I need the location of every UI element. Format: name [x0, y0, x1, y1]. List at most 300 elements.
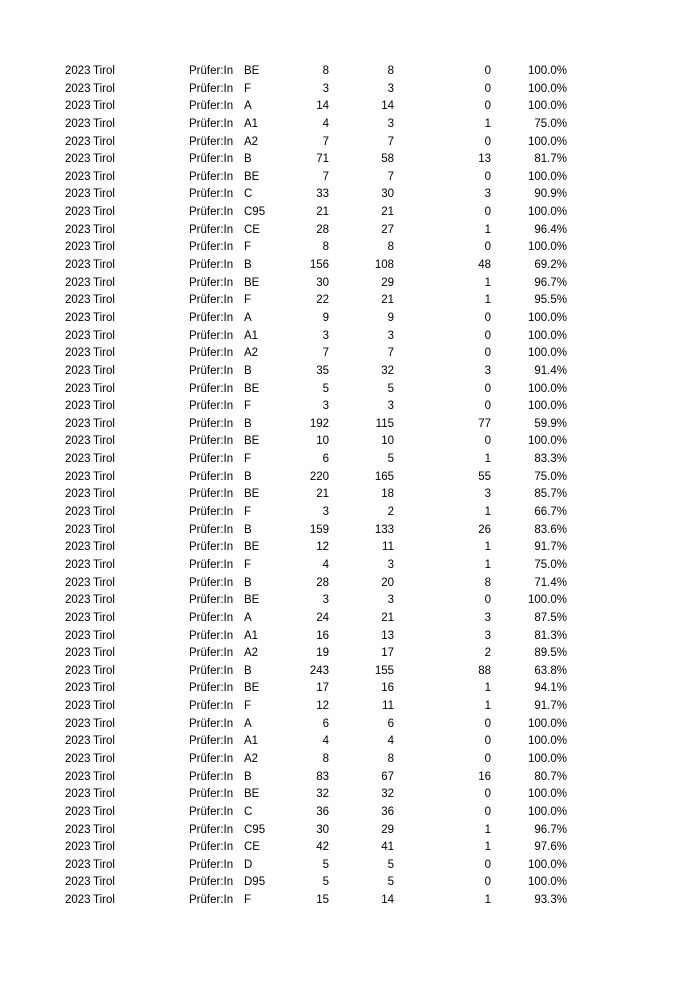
total-cell: 10 — [316, 435, 329, 448]
rate-cell: 100.0% — [527, 206, 567, 219]
passed-cell: 7 — [387, 135, 394, 148]
passed-cell: 10 — [381, 435, 394, 448]
total-cell: 22 — [316, 294, 329, 307]
role-cell: Prüfer:In — [189, 858, 234, 871]
year-cell: 2023 — [65, 65, 91, 77]
table-row — [0, 504, 700, 522]
passed-cell: 20 — [381, 576, 394, 589]
rate-cell: 80.7% — [534, 770, 567, 783]
total-cell: 6 — [322, 717, 329, 730]
class-cell: CE — [244, 223, 260, 236]
region-cell: Tirol — [93, 700, 115, 713]
role-cell: Prüfer:In — [189, 135, 234, 148]
rate-cell: 90.9% — [534, 188, 567, 201]
region-cell: Tirol — [93, 858, 115, 871]
failed-cell: 0 — [484, 858, 491, 871]
total-cell: 19 — [316, 647, 329, 660]
rate-cell: 100.0% — [527, 382, 567, 395]
class-cell: BE — [244, 488, 260, 501]
passed-cell: 3 — [387, 558, 394, 571]
region-cell: Tirol — [93, 488, 115, 501]
class-cell: A — [244, 311, 252, 324]
class-cell: C — [244, 805, 253, 818]
year-cell: 2023 — [65, 700, 91, 713]
rate-cell: 100.0% — [527, 329, 567, 342]
failed-cell: 1 — [484, 541, 491, 554]
passed-cell: 36 — [381, 805, 394, 818]
rate-cell: 81.7% — [534, 153, 567, 166]
total-cell: 8 — [322, 752, 329, 765]
region-cell: Tirol — [93, 100, 115, 113]
failed-cell: 1 — [484, 506, 491, 519]
rate-cell: 100.0% — [527, 170, 567, 183]
total-cell: 3 — [322, 506, 329, 519]
total-cell: 7 — [322, 135, 329, 148]
role-cell: Prüfer:In — [189, 752, 234, 765]
total-cell: 243 — [309, 664, 329, 677]
region-cell: Tirol — [93, 805, 115, 818]
region-cell: Tirol — [93, 294, 115, 307]
class-cell: F — [244, 453, 252, 466]
year-cell: 2023 — [65, 276, 91, 289]
role-cell: Prüfer:In — [189, 805, 234, 818]
year-cell: 2023 — [65, 347, 91, 360]
class-cell: B — [244, 664, 252, 677]
rate-cell: 75.0% — [534, 558, 567, 571]
table-row — [0, 239, 700, 257]
year-cell: 2023 — [65, 135, 91, 148]
region-cell: Tirol — [93, 788, 115, 801]
total-cell: 15 — [316, 894, 329, 907]
role-cell: Prüfer:In — [189, 664, 234, 677]
table-row — [0, 610, 700, 628]
rate-cell: 75.0% — [534, 117, 567, 130]
passed-cell: 3 — [387, 329, 394, 342]
region-cell: Tirol — [93, 170, 115, 183]
data-table — [0, 63, 700, 910]
rate-cell: 100.0% — [527, 135, 567, 148]
passed-cell: 8 — [387, 241, 394, 254]
year-cell: 2023 — [65, 664, 91, 677]
region-cell: Tirol — [93, 259, 115, 272]
year-cell: 2023 — [65, 206, 91, 219]
passed-cell: 5 — [387, 382, 394, 395]
table-row — [0, 469, 700, 487]
role-cell: Prüfer:In — [189, 206, 234, 219]
failed-cell: 77 — [478, 417, 491, 430]
region-cell: Tirol — [93, 135, 115, 148]
region-cell: Tirol — [93, 506, 115, 519]
region-cell: Tirol — [93, 594, 115, 607]
total-cell: 156 — [309, 259, 329, 272]
year-cell: 2023 — [65, 841, 91, 854]
passed-cell: 108 — [374, 259, 394, 272]
total-cell: 33 — [316, 188, 329, 201]
failed-cell: 0 — [484, 876, 491, 889]
total-cell: 16 — [316, 629, 329, 642]
total-cell: 24 — [316, 611, 329, 624]
total-cell: 4 — [322, 558, 329, 571]
total-cell: 14 — [316, 100, 329, 113]
total-cell: 83 — [316, 770, 329, 783]
year-cell: 2023 — [65, 770, 91, 783]
region-cell: Tirol — [93, 382, 115, 395]
region-cell: Tirol — [93, 682, 115, 695]
role-cell: Prüfer:In — [189, 100, 234, 113]
passed-cell: 4 — [387, 735, 394, 748]
passed-cell: 17 — [381, 647, 394, 660]
class-cell: A1 — [244, 629, 259, 642]
year-cell: 2023 — [65, 329, 91, 342]
rate-cell: 100.0% — [527, 788, 567, 801]
region-cell: Tirol — [93, 735, 115, 748]
table-row — [0, 786, 700, 804]
rate-cell: 100.0% — [527, 435, 567, 448]
region-cell: Tirol — [93, 876, 115, 889]
role-cell: Prüfer:In — [189, 541, 234, 554]
rate-cell: 100.0% — [527, 752, 567, 765]
class-cell: F — [244, 294, 252, 307]
role-cell: Prüfer:In — [189, 894, 234, 907]
table-row — [0, 292, 700, 310]
table-row — [0, 310, 700, 328]
region-cell: Tirol — [93, 241, 115, 254]
region-cell: Tirol — [93, 770, 115, 783]
role-cell: Prüfer:In — [189, 629, 234, 642]
role-cell: Prüfer:In — [189, 417, 234, 430]
total-cell: 28 — [316, 223, 329, 236]
passed-cell: 32 — [381, 788, 394, 801]
rate-cell: 100.0% — [527, 347, 567, 360]
passed-cell: 133 — [374, 523, 394, 536]
rate-cell: 93.3% — [534, 894, 567, 907]
failed-cell: 0 — [484, 805, 491, 818]
role-cell: Prüfer:In — [189, 259, 234, 272]
role-cell: Prüfer:In — [189, 770, 234, 783]
passed-cell: 5 — [387, 453, 394, 466]
total-cell: 7 — [322, 170, 329, 183]
total-cell: 4 — [322, 735, 329, 748]
total-cell: 28 — [316, 576, 329, 589]
passed-cell: 2 — [387, 506, 394, 519]
rate-cell: 100.0% — [527, 82, 567, 95]
role-cell: Prüfer:In — [189, 400, 234, 413]
region-cell: Tirol — [93, 276, 115, 289]
table-row — [0, 151, 700, 169]
rate-cell: 100.0% — [527, 805, 567, 818]
year-cell: 2023 — [65, 117, 91, 130]
rate-cell: 100.0% — [527, 241, 567, 254]
total-cell: 220 — [309, 470, 329, 483]
year-cell: 2023 — [65, 453, 91, 466]
total-cell: 159 — [309, 523, 329, 536]
year-cell: 2023 — [65, 788, 91, 801]
failed-cell: 1 — [484, 558, 491, 571]
region-cell: Tirol — [93, 153, 115, 166]
table-row — [0, 63, 700, 81]
passed-cell: 165 — [374, 470, 394, 483]
rate-cell: 83.3% — [534, 453, 567, 466]
role-cell: Prüfer:In — [189, 841, 234, 854]
class-cell: BE — [244, 435, 260, 448]
year-cell: 2023 — [65, 241, 91, 254]
table-row — [0, 328, 700, 346]
rate-cell: 96.7% — [534, 823, 567, 836]
region-cell: Tirol — [93, 841, 115, 854]
table-row — [0, 363, 700, 381]
table-row — [0, 874, 700, 892]
year-cell: 2023 — [65, 170, 91, 183]
failed-cell: 1 — [484, 682, 491, 695]
rate-cell: 96.4% — [534, 223, 567, 236]
table-row — [0, 575, 700, 593]
total-cell: 4 — [322, 117, 329, 130]
total-cell: 9 — [322, 311, 329, 324]
class-cell: C95 — [244, 823, 266, 836]
table-row — [0, 892, 700, 910]
total-cell: 21 — [316, 206, 329, 219]
role-cell: Prüfer:In — [189, 65, 234, 77]
region-cell: Tirol — [93, 823, 115, 836]
region-cell: Tirol — [93, 470, 115, 483]
passed-cell: 67 — [381, 770, 394, 783]
passed-cell: 7 — [387, 170, 394, 183]
class-cell: A2 — [244, 135, 259, 148]
failed-cell: 3 — [484, 488, 491, 501]
rate-cell: 59.9% — [534, 417, 567, 430]
failed-cell: 0 — [484, 329, 491, 342]
class-cell: A1 — [244, 329, 259, 342]
year-cell: 2023 — [65, 752, 91, 765]
passed-cell: 3 — [387, 117, 394, 130]
region-cell: Tirol — [93, 311, 115, 324]
rate-cell: 100.0% — [527, 100, 567, 113]
year-cell: 2023 — [65, 805, 91, 818]
table-row — [0, 81, 700, 99]
role-cell: Prüfer:In — [189, 117, 234, 130]
passed-cell: 27 — [381, 223, 394, 236]
passed-cell: 5 — [387, 876, 394, 889]
region-cell: Tirol — [93, 576, 115, 589]
role-cell: Prüfer:In — [189, 241, 234, 254]
role-cell: Prüfer:In — [189, 523, 234, 536]
passed-cell: 9 — [387, 311, 394, 324]
year-cell: 2023 — [65, 259, 91, 272]
table-row — [0, 592, 700, 610]
year-cell: 2023 — [65, 735, 91, 748]
table-row — [0, 134, 700, 152]
role-cell: Prüfer:In — [189, 700, 234, 713]
class-cell: A — [244, 100, 252, 113]
failed-cell: 16 — [478, 770, 491, 783]
passed-cell: 58 — [381, 153, 394, 166]
class-cell: B — [244, 364, 252, 377]
rate-cell: 95.5% — [534, 294, 567, 307]
passed-cell: 32 — [381, 364, 394, 377]
year-cell: 2023 — [65, 858, 91, 871]
rate-cell: 91.4% — [534, 364, 567, 377]
class-cell: BE — [244, 541, 260, 554]
rate-cell: 66.7% — [534, 506, 567, 519]
total-cell: 3 — [322, 329, 329, 342]
role-cell: Prüfer:In — [189, 453, 234, 466]
failed-cell: 0 — [484, 435, 491, 448]
year-cell: 2023 — [65, 523, 91, 536]
role-cell: Prüfer:In — [189, 611, 234, 624]
failed-cell: 3 — [484, 611, 491, 624]
total-cell: 71 — [316, 153, 329, 166]
class-cell: A2 — [244, 647, 259, 660]
passed-cell: 115 — [375, 417, 394, 430]
rate-cell: 91.7% — [534, 541, 567, 554]
role-cell: Prüfer:In — [189, 276, 234, 289]
failed-cell: 0 — [484, 735, 491, 748]
total-cell: 3 — [322, 594, 329, 607]
total-cell: 6 — [322, 453, 329, 466]
table-row — [0, 680, 700, 698]
table-row — [0, 557, 700, 575]
region-cell: Tirol — [93, 894, 115, 907]
year-cell: 2023 — [65, 576, 91, 589]
year-cell: 2023 — [65, 611, 91, 624]
class-cell: F — [244, 506, 252, 519]
class-cell: BE — [244, 682, 260, 695]
year-cell: 2023 — [65, 876, 91, 889]
failed-cell: 0 — [484, 347, 491, 360]
class-cell: B — [244, 259, 252, 272]
passed-cell: 41 — [381, 841, 394, 854]
failed-cell: 0 — [484, 400, 491, 413]
year-cell: 2023 — [65, 470, 91, 483]
passed-cell: 14 — [381, 894, 394, 907]
class-cell: A1 — [244, 735, 259, 748]
year-cell: 2023 — [65, 364, 91, 377]
rate-cell: 75.0% — [534, 470, 567, 483]
failed-cell: 1 — [484, 276, 491, 289]
region-cell: Tirol — [93, 188, 115, 201]
year-cell: 2023 — [65, 153, 91, 166]
region-cell: Tirol — [93, 611, 115, 624]
year-cell: 2023 — [65, 435, 91, 448]
role-cell: Prüfer:In — [189, 188, 234, 201]
table-row — [0, 169, 700, 187]
table-row — [0, 275, 700, 293]
table-row — [0, 522, 700, 540]
class-cell: C95 — [244, 206, 266, 219]
total-cell: 3 — [322, 82, 329, 95]
region-cell: Tirol — [93, 223, 115, 236]
role-cell: Prüfer:In — [189, 153, 234, 166]
year-cell: 2023 — [65, 417, 91, 430]
class-cell: CE — [244, 841, 260, 854]
total-cell: 192 — [309, 417, 329, 430]
region-cell: Tirol — [93, 347, 115, 360]
class-cell: BE — [244, 170, 260, 183]
table-row — [0, 804, 700, 822]
total-cell: 21 — [316, 488, 329, 501]
table-row — [0, 433, 700, 451]
role-cell: Prüfer:In — [189, 647, 234, 660]
table-row — [0, 628, 700, 646]
failed-cell: 1 — [484, 117, 491, 130]
class-cell: F — [244, 894, 252, 907]
region-cell: Tirol — [93, 541, 115, 554]
passed-cell: 5 — [387, 858, 394, 871]
rate-cell: 94.1% — [534, 682, 567, 695]
failed-cell: 0 — [484, 241, 491, 254]
year-cell: 2023 — [65, 558, 91, 571]
failed-cell: 0 — [484, 594, 491, 607]
class-cell: F — [244, 700, 252, 713]
class-cell: F — [244, 82, 252, 95]
failed-cell: 26 — [478, 523, 491, 536]
year-cell: 2023 — [65, 311, 91, 324]
role-cell: Prüfer:In — [189, 506, 234, 519]
passed-cell: 11 — [382, 541, 394, 554]
total-cell: 7 — [322, 347, 329, 360]
total-cell: 32 — [316, 788, 329, 801]
table-row — [0, 698, 700, 716]
failed-cell: 1 — [484, 823, 491, 836]
region-cell: Tirol — [93, 717, 115, 730]
role-cell: Prüfer:In — [189, 347, 234, 360]
rate-cell: 100.0% — [527, 594, 567, 607]
role-cell: Prüfer:In — [189, 382, 234, 395]
year-cell: 2023 — [65, 823, 91, 836]
region-cell: Tirol — [93, 65, 115, 77]
failed-cell: 2 — [484, 647, 491, 660]
failed-cell: 0 — [484, 206, 491, 219]
rate-cell: 100.0% — [527, 858, 567, 871]
year-cell: 2023 — [65, 223, 91, 236]
role-cell: Prüfer:In — [189, 735, 234, 748]
failed-cell: 3 — [484, 629, 491, 642]
region-cell: Tirol — [93, 206, 115, 219]
failed-cell: 0 — [484, 135, 491, 148]
class-cell: B — [244, 576, 252, 589]
passed-cell: 3 — [387, 82, 394, 95]
role-cell: Prüfer:In — [189, 823, 234, 836]
total-cell: 42 — [316, 841, 329, 854]
table-row — [0, 716, 700, 734]
passed-cell: 21 — [381, 611, 394, 624]
rate-cell: 63.8% — [534, 664, 567, 677]
table-row — [0, 398, 700, 416]
table-row — [0, 486, 700, 504]
table-row — [0, 539, 700, 557]
table-row — [0, 345, 700, 363]
passed-cell: 11 — [382, 700, 394, 713]
passed-cell: 29 — [381, 276, 394, 289]
region-cell: Tirol — [93, 629, 115, 642]
region-cell: Tirol — [93, 417, 115, 430]
region-cell: Tirol — [93, 453, 115, 466]
year-cell: 2023 — [65, 488, 91, 501]
failed-cell: 13 — [478, 153, 491, 166]
role-cell: Prüfer:In — [189, 576, 234, 589]
rate-cell: 91.7% — [534, 700, 567, 713]
region-cell: Tirol — [93, 664, 115, 677]
failed-cell: 0 — [484, 382, 491, 395]
role-cell: Prüfer:In — [189, 82, 234, 95]
region-cell: Tirol — [93, 364, 115, 377]
passed-cell: 29 — [381, 823, 394, 836]
class-cell: B — [244, 523, 252, 536]
region-cell: Tirol — [93, 435, 115, 448]
role-cell: Prüfer:In — [189, 470, 234, 483]
failed-cell: 1 — [484, 841, 491, 854]
table-row — [0, 769, 700, 787]
